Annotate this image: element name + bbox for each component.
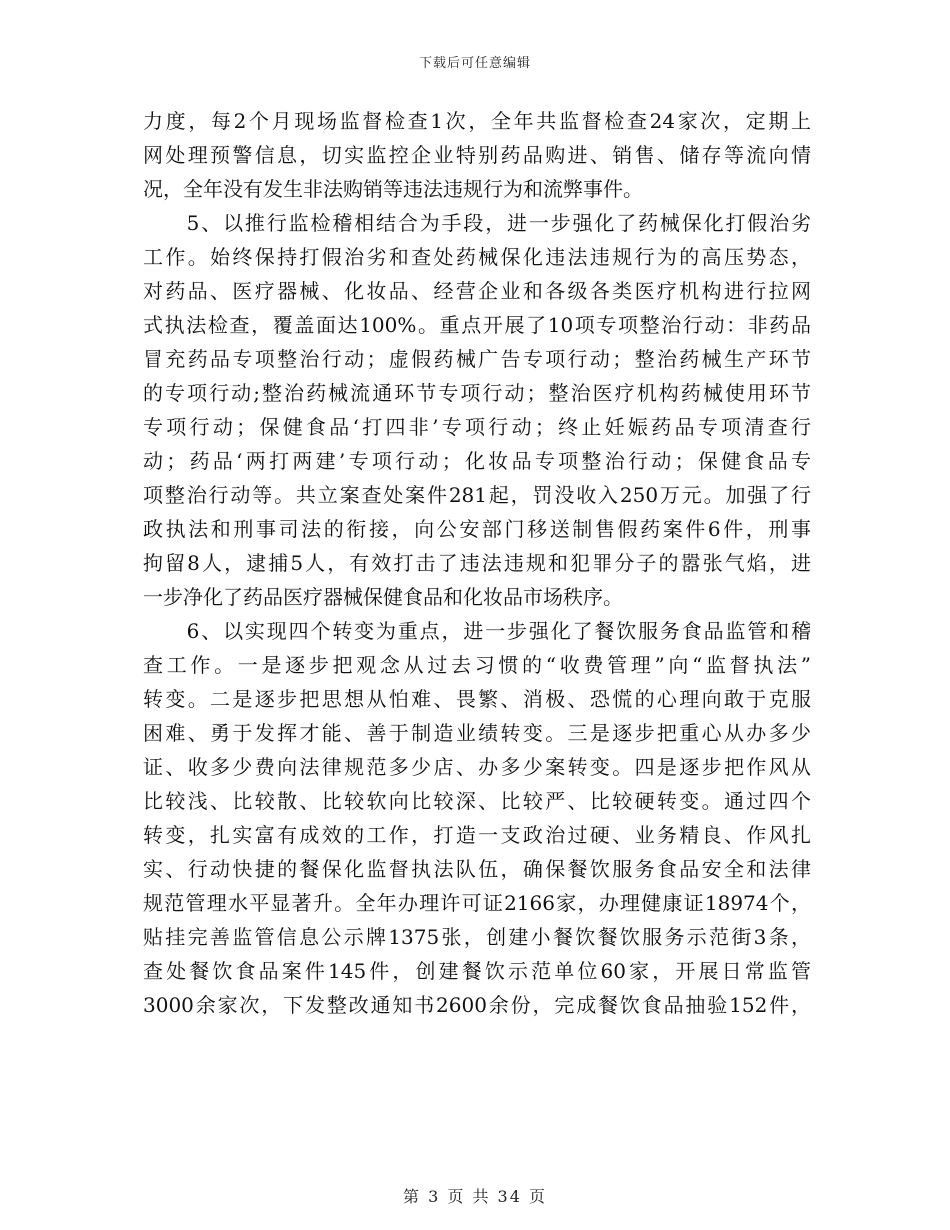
- text-line: 查处餐饮食品案件145件，创建餐饮示范单位60家，开展日常监管: [143, 959, 811, 983]
- text-line: 比较浅、比较散、比较软向比较深、比较严、比较硬转变。通过四个: [143, 789, 811, 813]
- text-line: 的专项行动;整治药械流通环节专项行动；整治医疗机构药械使用环节: [143, 381, 811, 405]
- page-header: 下载后可任意编辑: [418, 56, 531, 71]
- text-line: 贴挂完善监管信息公示牌1375张，创建小餐饮餐饮服务示范街3条，: [143, 925, 811, 949]
- text-line: 冒充药品专项整治行动；虚假药械广告专项行动；整治药械生产环节: [143, 347, 811, 371]
- text-line: 式执法检查，覆盖面达100%。重点开展了10项专项整治行动：非药品: [143, 313, 811, 337]
- text-line: 困难、勇于发挥才能、善于制造业绩转变。三是逐步把重心从办多少: [143, 721, 811, 745]
- text-line: 动；药品‘两打两建’专项行动；化妆品专项整治行动；保健食品专: [143, 449, 811, 473]
- text-line: 规范管理水平显著升。全年办理许可证2166家，办理健康证18974个，: [143, 891, 811, 915]
- text-line: 转变。二是逐步把思想从怕难、畏繁、消极、恐慌的心理向敢于克服: [143, 687, 811, 711]
- text-line: 查工作。一是逐步把观念从过去习惯的“收费管理”向“监督执法”: [143, 653, 811, 677]
- text-line: 拘留8人，逮捕5人，有效打击了违法违规和犯罪分子的嚣张气焰，进: [143, 551, 811, 575]
- text-line: 6、以实现四个转变为重点，进一步强化了餐饮服务食品监管和稽: [143, 619, 811, 643]
- text-line: 实、行动快捷的餐保化监督执法队伍，确保餐饮服务食品安全和法律: [143, 857, 811, 881]
- text-line: 况，全年没有发生非法购销等违法违规行为和流弊事件。: [143, 177, 643, 201]
- text-line: 工作。始终保持打假治劣和查处药械保化违法违规行为的高压势态，: [143, 245, 811, 269]
- text-line: 政执法和刑事司法的衔接，向公安部门移送制售假药案件6件，刑事: [143, 517, 811, 541]
- text-line: 一步净化了药品医疗器械保健食品和化妆品市场秩序。: [143, 585, 623, 609]
- text-line: 专项行动；保健食品‘打四非’专项行动；终止妊娠药品专项清查行: [143, 415, 811, 439]
- text-line: 5、以推行监检稽相结合为手段，进一步强化了药械保化打假治劣: [143, 211, 811, 235]
- text-line: 对药品、医疗器械、化妆品、经营企业和各级各类医疗机构进行拉网: [143, 279, 811, 303]
- document-body: [143, 104, 811, 1022]
- text-line: 证、收多少费向法律规范多少店、办多少案转变。四是逐步把作风从: [143, 755, 811, 779]
- text-line: 力度，每2个月现场监督检查1次，全年共监督检查24家次，定期上: [143, 109, 811, 133]
- page-number-footer: 第 3 页 共 34 页: [403, 1187, 547, 1206]
- text-line: 网处理预警信息，切实监控企业特别药品购进、销售、储存等流向情: [143, 143, 811, 167]
- text-line: 项整治行动等。共立案查处案件281起，罚没收入250万元。加强了行: [143, 483, 811, 507]
- text-line: 3000余家次，下发整改通知书2600余份，完成餐饮食品抽验152件，: [143, 993, 811, 1017]
- text-line: 转变，扎实富有成效的工作，打造一支政治过硬、业务精良、作风扎: [143, 823, 811, 847]
